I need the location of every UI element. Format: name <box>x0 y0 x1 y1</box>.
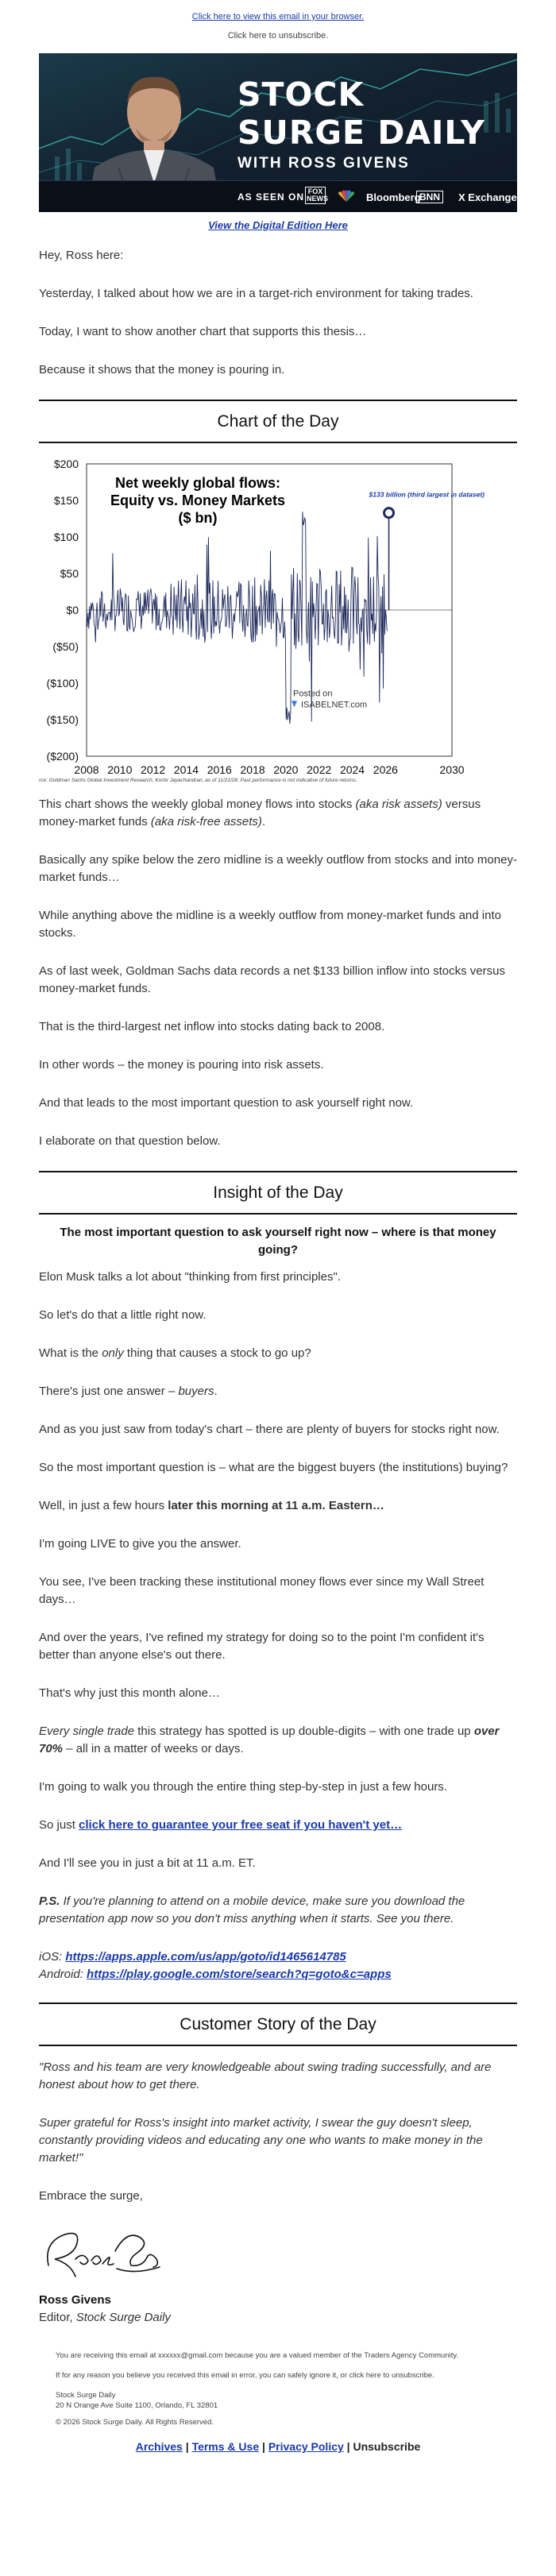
nbc-peacock-icon <box>337 189 356 203</box>
y-tick-label: $150 <box>53 494 79 507</box>
insight-paragraph: And over the years, I've refined my strategy for doing so to the point I'm confident it's better than anyone else's out there. <box>39 1631 485 1662</box>
chart-paragraph <box>39 796 517 831</box>
view-in-browser-link[interactable]: Click here to view this email in your browser. <box>191 12 365 21</box>
footer-sep: | <box>343 2440 353 2453</box>
highlight-annotation: $133 billion (third largest in dataset) <box>369 490 485 499</box>
author-role <box>39 2309 517 2327</box>
insight-paragraph <box>39 1817 517 1834</box>
insight-paragraph <box>39 1383 517 1400</box>
greeting: Hey, Ross here: <box>39 249 124 262</box>
unsubscribe-link[interactable]: Unsubscribe <box>353 2440 421 2453</box>
x-tick-label: 2024 <box>339 763 365 776</box>
x-tick-label: 2020 <box>273 763 299 776</box>
preheader <box>0 0 556 41</box>
privacy-policy-link[interactable]: Privacy Policy <box>268 2440 344 2453</box>
ps-label: P.S. <box>39 1894 60 1908</box>
chart-paragraph: In other words – the money is pouring into risk assets. <box>39 1058 324 1072</box>
customer-story-heading: Customer Story of the Day <box>39 2002 517 2046</box>
chart-title-line: ($ bn) <box>178 510 218 526</box>
fox-news-logo: FOX NEWS <box>307 187 328 203</box>
footer-copyright: © 2026 Stock Surge Daily. All Rights Reserved. <box>56 2418 214 2427</box>
x-tick-label: 2030 <box>439 763 465 776</box>
insight-p12b: this strategy has spotted is up double-digits – with one trade up <box>134 1724 474 1738</box>
y-tick-label: ($50) <box>52 640 79 653</box>
chart-paragraph: That is the third-largest net inflow into stocks dating back to 2008. <box>39 1020 385 1033</box>
x-exchange-logo: X Exchange <box>458 191 517 203</box>
insight-p3c: thing that causes a stock to go up? <box>123 1346 311 1360</box>
insight-subheading: The most important question to ask yourself right now – where is that money going? <box>60 1226 496 1257</box>
chart-title-line: Equity vs. Money Markets <box>110 492 286 508</box>
x-tick-label: 2018 <box>240 763 265 776</box>
watermark-site: ISABELNET.com <box>301 700 368 710</box>
ps-text: If you're planning to attend on a mobile device, make sure you download the presentation app now so you don't miss anything when it starts. See you there. <box>39 1894 465 1925</box>
postscript <box>39 1893 517 1928</box>
android-line <box>39 1966 517 1983</box>
footer-notice: You are receiving this email at xxxxxx@gmail.com because you are a valued member of the Traders Agency Community. <box>56 2351 459 2360</box>
x-tick-label: 2012 <box>141 763 166 776</box>
insight-p4c: . <box>214 1385 218 1398</box>
insight-paragraph: I'm going LIVE to give you the answer. <box>39 1537 241 1551</box>
insight-paragraph: I'm going to walk you through the entire thing step-by-step in just a few hours. <box>39 1780 447 1794</box>
intro-paragraph: Because it shows that the money is pouring in. <box>39 363 285 377</box>
insight-paragraph <box>39 1345 517 1362</box>
author-name: Ross Givens <box>39 2293 111 2307</box>
bloomberg-logo: Bloomberg <box>366 191 421 203</box>
chart-commentary <box>39 796 517 1150</box>
insight-paragraph <box>39 1723 517 1758</box>
intro-paragraph: Yesterday, I talked about how we are in a target-rich environment for taking trades. <box>39 287 473 300</box>
footer-unsubscribe-notice[interactable]: If for any reason you believe you received this email in error, you can safely ignore it, or click here to unsubscribe. <box>56 2371 434 2380</box>
chart-source-note: rce: Goldman Sachs Global Investment Research, Kortix Jayachandran, as of 11/21/28. Past performance is not indicative of future returns. <box>39 778 357 783</box>
footer-company: Stock Surge Daily <box>56 2391 116 2400</box>
insight-paragraph: You see, I've been tracking these institutional money flows ever since my Wall Street days… <box>39 1575 485 1606</box>
insight-of-day-heading: Insight of the Day <box>39 1171 517 1215</box>
insight-paragraph: And I'll see you in just a bit at 11 a.m. ET. <box>39 1856 256 1870</box>
bnn-logo: BNN <box>416 191 443 203</box>
digital-edition <box>39 219 517 231</box>
chart-paragraph: As of last week, Goldman Sachs data records a net $133 billion inflow into stocks versus money-market funds. <box>39 964 505 995</box>
customer-story <box>39 2059 517 2327</box>
testimonial-quote: Super grateful for Ross's insight into market activity, I swear the guy doesn't sleep, constantly providing videos and educating any one who wants to make money in the market!" <box>39 2116 483 2165</box>
x-tick-label: 2026 <box>373 763 398 776</box>
author-publication: Stock Surge Daily <box>75 2311 171 2324</box>
insight-p7b: later this morning at 11 a.m. Eastern… <box>168 1499 384 1512</box>
intro-section <box>39 247 517 379</box>
ios-line <box>39 1948 517 1966</box>
insight-p7a: Well, in just a few hours <box>39 1499 168 1512</box>
y-tick-label: $100 <box>53 531 79 543</box>
signature-text: Ross Givens <box>39 2281 44 2282</box>
insight-paragraph: So let's do that a little right now. <box>39 1308 207 1322</box>
insight-p3a: What is the <box>39 1346 102 1360</box>
x-tick-label: 2008 <box>74 763 99 776</box>
chart-p1e: . <box>261 815 266 828</box>
flows-chart-svg <box>39 454 517 788</box>
x-tick-label: 2016 <box>207 763 232 776</box>
footer-address: 20 N Orange Ave Suite 1100, Orlando, FL 32801 <box>56 2401 218 2410</box>
android-app-link[interactable]: https://play.google.com/store/search?q=goto&c=apps <box>87 1968 392 1981</box>
banner-title-line2: SURGE DAILY <box>237 114 485 152</box>
y-tick-label: $0 <box>66 604 79 616</box>
x-tick-label: 2010 <box>107 763 133 776</box>
author-role-prefix: Editor, <box>39 2311 76 2324</box>
insight-p12c: over 70% <box>39 1724 500 1755</box>
chart-paragraph: While anything above the midline is a weekly outflow from money-market funds and into stocks. <box>39 909 501 940</box>
terms-link[interactable]: Terms & Use <box>191 2440 260 2453</box>
y-tick-label: ($150) <box>46 713 79 726</box>
insight-paragraph: That's why just this month alone… <box>39 1686 220 1700</box>
insight-paragraph: Elon Musk talks a lot about "thinking from first principles". <box>39 1270 341 1284</box>
insight-p12a: Every single trade <box>39 1724 135 1738</box>
register-seat-link[interactable]: click here to guarantee your free seat if you haven't yet… <box>79 1818 403 1832</box>
banner-title-line1: STOCK <box>237 75 365 114</box>
insight-paragraph <box>39 1497 517 1515</box>
y-tick-label: ($100) <box>46 677 79 689</box>
as-seen-on-bar <box>39 180 517 212</box>
flows-chart <box>39 454 517 788</box>
banner-subtitle: WITH ROSS GIVENS <box>237 155 410 172</box>
chart-title-line: Net weekly global flows: <box>114 475 281 491</box>
y-tick-label: ($200) <box>46 750 79 763</box>
chart-p1d: (aka risk-free assets) <box>150 815 262 828</box>
insight-paragraph: And as you just saw from today's chart – there are plenty of buyers for stocks right now. <box>39 1423 500 1436</box>
ios-app-link[interactable]: https://apps.apple.com/us/app/goto/id1465614785 <box>65 1950 346 1964</box>
y-tick-label: $50 <box>60 567 79 580</box>
insight-paragraph: So the most important question is – what are the biggest buyers (the institutions) buying? <box>39 1461 508 1474</box>
chart-p1c: versus money-market funds <box>39 798 481 828</box>
insight-section <box>39 1224 517 1983</box>
testimonial-quote: "Ross and his team are very knowledgeable about swing trading successfully, and are honest about how to get there. <box>39 2060 492 2091</box>
insight-p4a: There's just one answer – <box>39 1385 179 1398</box>
chart-paragraph: I elaborate on that question below. <box>39 1134 221 1148</box>
insight-p12d: – all in a matter of weeks or days. <box>63 1742 244 1755</box>
insight-p4b: buyers <box>178 1385 214 1398</box>
chart-p1b: (aka risk assets) <box>355 798 442 811</box>
footer <box>56 2350 500 2427</box>
chart-paragraph: And that leads to the most important question to ask yourself right now. <box>39 1096 414 1110</box>
signoff: Embrace the surge, <box>39 2189 143 2203</box>
footer-sep: | <box>182 2440 192 2453</box>
unsubscribe-text[interactable]: Click here to unsubscribe. <box>227 31 329 41</box>
signature-image <box>39 2219 166 2283</box>
digital-edition-link[interactable]: View the Digital Edition Here <box>208 219 348 231</box>
intro-paragraph: Today, I want to show another chart that supports this thesis… <box>39 325 367 338</box>
chart-of-day-heading: Chart of the Day <box>39 400 517 443</box>
chart-p1a: This chart shows the weekly global money flows into stocks <box>39 798 356 811</box>
footer-links <box>0 2440 556 2453</box>
footer-sep: | <box>259 2440 268 2453</box>
android-label: Android: <box>39 1968 87 1981</box>
chart-paragraph: Basically any spike below the zero midline is a weekly outflow from stocks and into money-market funds… <box>39 853 517 884</box>
y-tick-label: $200 <box>53 458 79 470</box>
newsletter-banner <box>39 53 517 212</box>
insight-p3b: only <box>102 1346 124 1360</box>
as-seen-on-label: AS SEEN ON <box>237 191 305 203</box>
watermark-posted: Posted on <box>293 689 333 699</box>
archives-link[interactable]: Archives <box>135 2440 183 2453</box>
ios-label: iOS: <box>39 1950 66 1964</box>
x-tick-label: 2022 <box>307 763 332 776</box>
insight-p14a: So just <box>39 1818 79 1832</box>
x-tick-label: 2014 <box>173 763 199 776</box>
